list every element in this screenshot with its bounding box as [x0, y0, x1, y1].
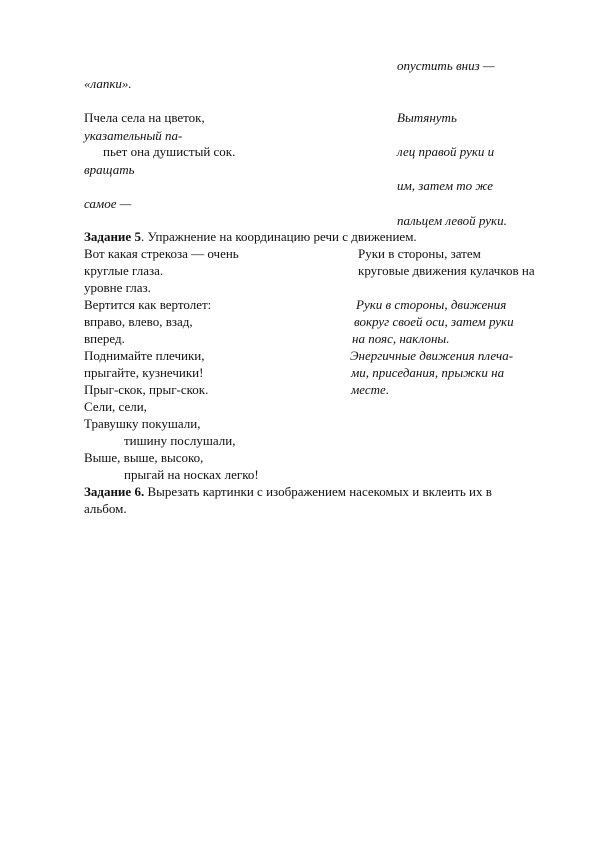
bee-left-line-6: самое — — [84, 196, 132, 211]
bee-left-line-2: указательный па- — [84, 128, 183, 143]
bee-left-line-4: вращать — [84, 162, 135, 177]
task5-heading-label: Задание 5 — [84, 229, 141, 244]
task6-heading — [84, 484, 492, 500]
bee-right-line-1: Вытянуть — [397, 110, 457, 125]
task5-right-line: на пояс, наклоны. — [352, 331, 450, 346]
task5-left-line: вперед. — [84, 331, 125, 346]
task5-right-line: вокруг своей оси, затем руки — [354, 314, 514, 329]
task5-left-line: круглые глаза. — [84, 263, 164, 278]
top-left-line-2: «лапки». — [84, 76, 132, 91]
task5-left-line: тишину послушали, — [124, 433, 236, 448]
task5-left-line: Поднимайте плечики, — [84, 348, 205, 363]
task5-right-line: Руки в стороны, движения — [356, 297, 507, 312]
bee-left-line-3: пьет она душистый сок. — [103, 144, 236, 159]
bee-left-line-1: Пчела села на цветок, — [84, 110, 205, 125]
bee-right-line-3: лец правой руки и — [397, 144, 495, 159]
task5-left-line: вправо, влево, взад, — [84, 314, 193, 329]
task5-left-line: Сели, сели, — [84, 399, 147, 414]
task5-right-line: круговые движения кулачков на — [358, 263, 535, 278]
task5-heading-text: . Упражнение на координацию речи с движением. — [140, 229, 417, 244]
bee-right-line-7: пальцем левой руки. — [397, 213, 507, 228]
task5-left-line: Травушку покушали, — [84, 416, 201, 431]
task5-right-line: Энергичные движения плеча- — [350, 348, 514, 363]
task5-left-line: Вот какая стрекоза — очень — [84, 246, 239, 261]
task6-text-line-2: альбом. — [84, 501, 127, 516]
task5-left-line: прыгай на носках легко! — [124, 467, 259, 482]
task5-right-line: ми, приседания, прыжки на — [351, 365, 505, 380]
task6-text-line-1: Вырезать картинки с изображением насекомых и вклеить их в — [144, 484, 492, 499]
task6-heading-label: Задание 6. — [84, 484, 145, 499]
task5-left-line: Вертится как вертолет: — [84, 297, 212, 312]
bee-right-line-5: им, затем то же — [397, 178, 494, 193]
top-right-line-1: опустить вниз — — [397, 58, 495, 73]
task5-right-line: месте. — [351, 382, 390, 397]
task5-left-line: Прыг-скок, прыг-скок. — [84, 382, 209, 397]
task5-left-line: прыгайте, кузнечики! — [84, 365, 204, 380]
task5-left-line: Выше, выше, высоко, — [84, 450, 204, 465]
task5-right-line: Руки в стороны, затем — [358, 246, 481, 261]
task5-heading — [84, 229, 417, 245]
task5-left-line: уровне глаз. — [84, 280, 151, 295]
